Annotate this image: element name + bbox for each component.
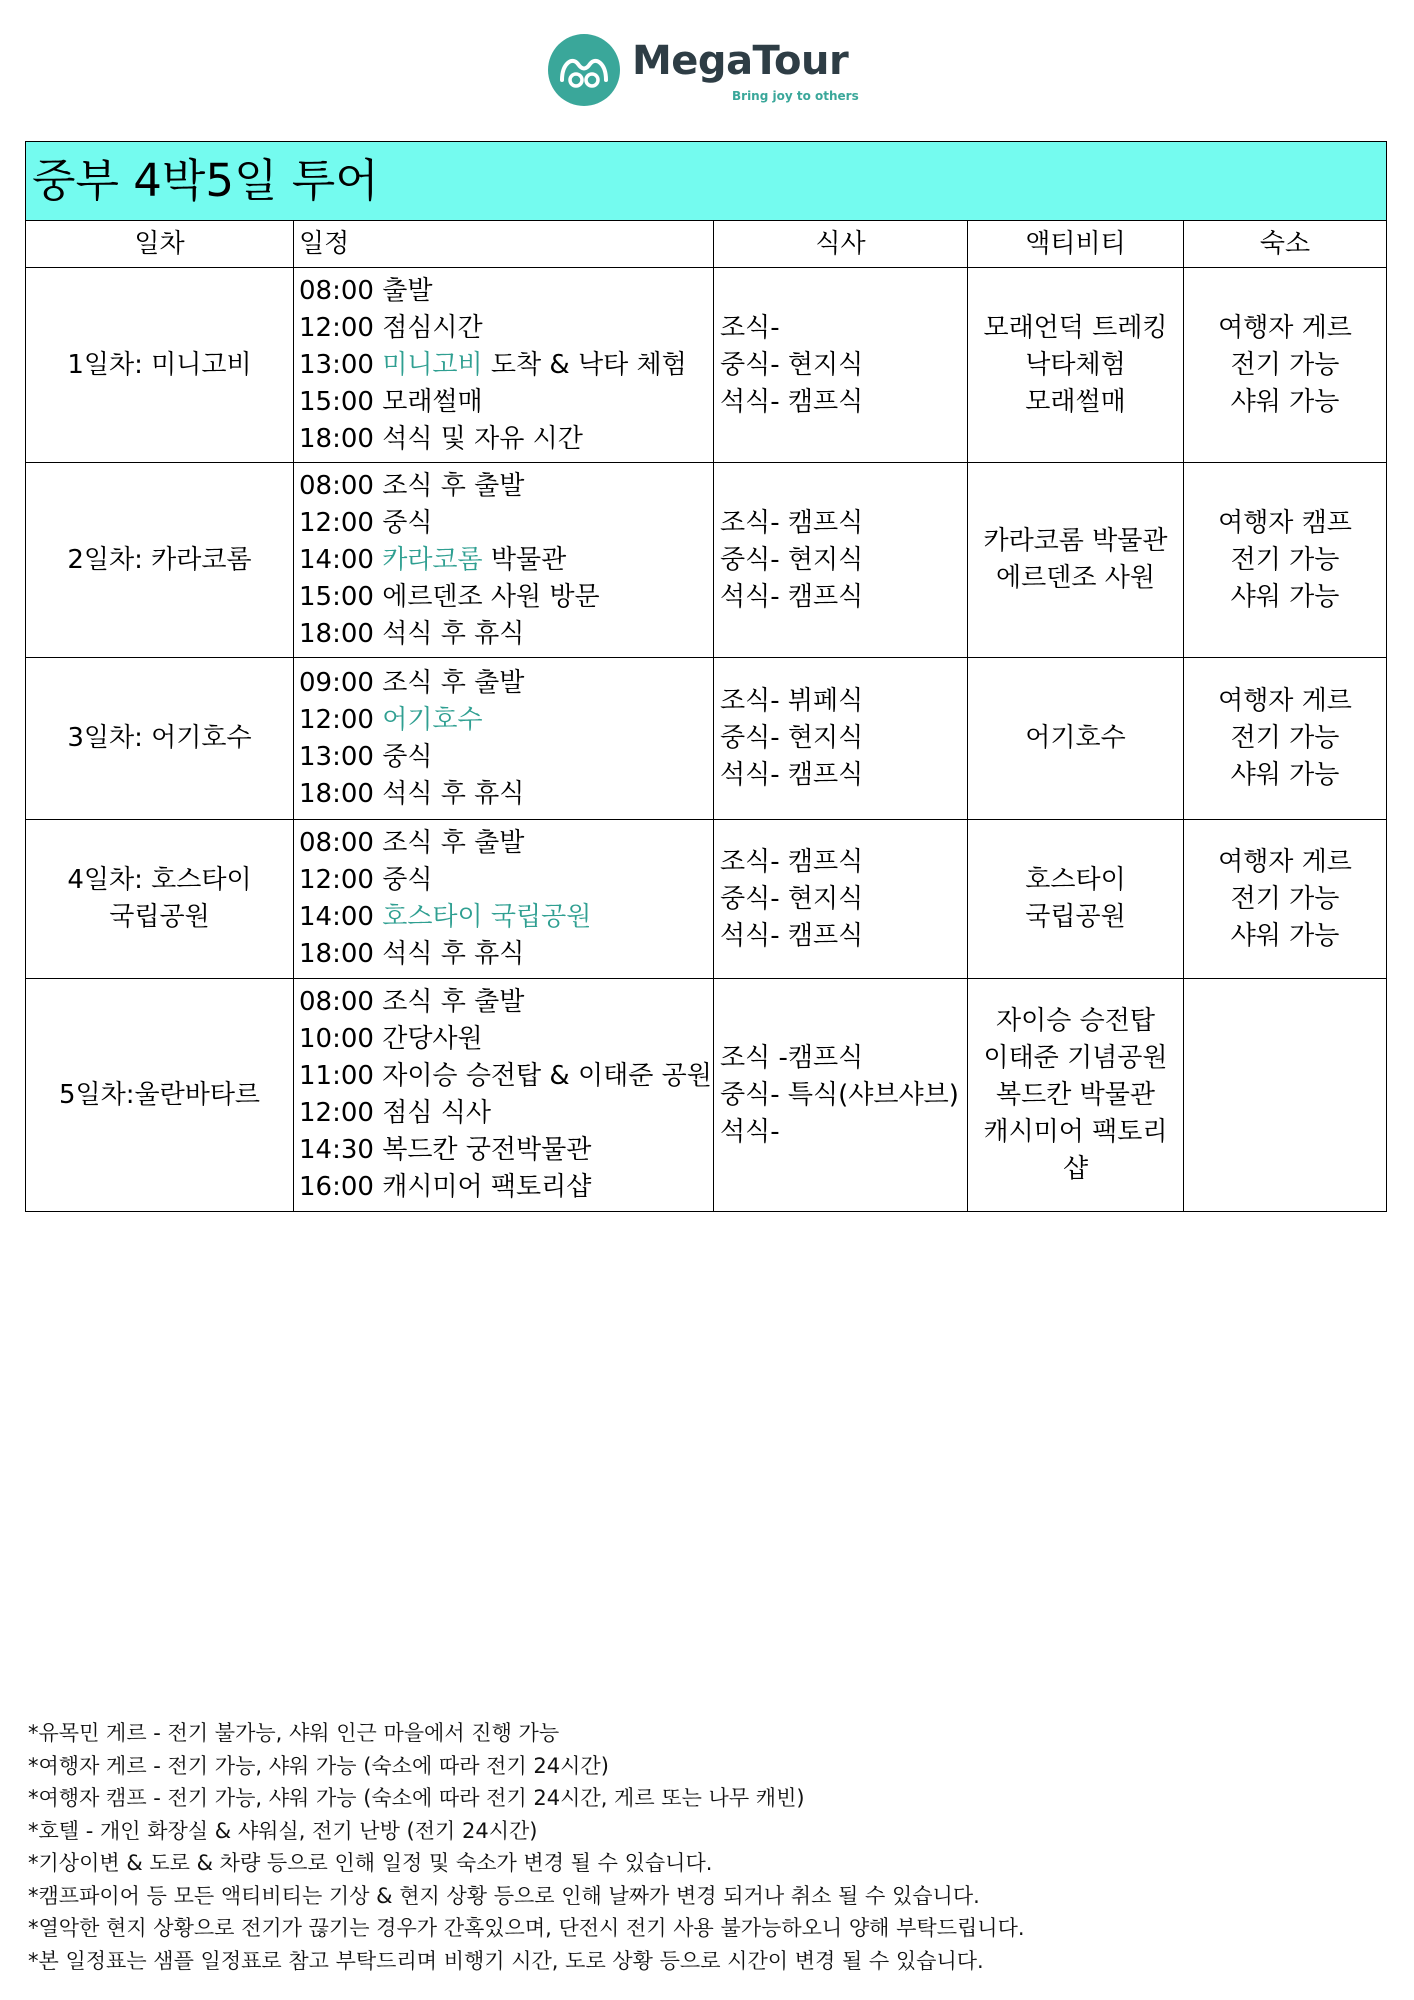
schedule-text: 중식	[382, 507, 433, 538]
schedule-time: 12:00	[299, 865, 383, 895]
schedule-cell	[294, 658, 714, 820]
schedule-item	[299, 384, 713, 421]
lodging-cell	[1184, 268, 1387, 463]
schedule-text: 도착 & 낙타 체험	[482, 349, 687, 380]
schedule-time: 18:00	[299, 423, 383, 454]
schedule-text: 석식 후 휴식	[382, 618, 525, 649]
activity-item: 캐시미어 팩토리	[983, 1116, 1168, 1147]
schedule-text: 중식	[382, 865, 433, 895]
schedule-item	[299, 421, 713, 458]
day-cell	[26, 979, 294, 1212]
schedule-time: 18:00	[299, 778, 383, 809]
lodging-item: 여행자 게르	[1218, 846, 1352, 877]
meal-item: 중식- 특식(샤브샤브)	[720, 1079, 959, 1110]
meal-item: 중식- 현지식	[720, 349, 864, 380]
lodging-item: 전기 가능	[1230, 723, 1340, 753]
lodging-cell	[1184, 463, 1387, 658]
schedule-text: 조식 후 출발	[382, 667, 525, 698]
schedule-text: 조식 후 출발	[382, 470, 525, 501]
note-item: *본 일정표는 샘플 일정표로 참고 부탁드리며 비행기 시간, 도로 상황 등으로 시간이 변경 될 수 있습니다.	[28, 1948, 984, 1973]
schedule-item	[299, 579, 713, 616]
meals-cell	[714, 658, 968, 820]
lodging-item: 여행자 게르	[1218, 312, 1352, 343]
schedule-place-highlight: 카라코롬	[382, 544, 483, 575]
lodging-item: 여행자 게르	[1218, 686, 1352, 716]
schedule-cell	[294, 268, 714, 463]
schedule-item	[299, 665, 713, 702]
schedule-cell	[294, 463, 714, 658]
schedule-time: 18:00	[299, 939, 383, 969]
note-item: *호텔 - 개인 화장실 & 샤워실, 전기 난방 (전기 24시간)	[28, 1818, 538, 1843]
schedule-time: 14:00	[299, 902, 383, 932]
lodging-item: 샤워 가능	[1230, 920, 1340, 951]
meals-cell	[714, 820, 968, 979]
notes-section	[28, 1717, 1388, 1977]
schedule-text: 조식 후 출발	[382, 828, 525, 858]
schedule-text: 점심시간	[382, 312, 483, 343]
day-label: 국립공원	[109, 902, 210, 932]
schedule-item	[299, 936, 713, 973]
schedule-place-highlight: 어기호수	[382, 704, 483, 735]
day-label: 2일차: 카라코롬	[67, 544, 252, 575]
meals-cell	[714, 268, 968, 463]
day-label: 3일차: 어기호수	[67, 723, 252, 753]
activity-item: 어기호수	[1025, 723, 1126, 753]
header-meals: 식사	[714, 221, 968, 268]
schedule-item	[299, 468, 713, 505]
activity-item: 모래언덕 트레킹	[983, 312, 1168, 343]
table-row	[26, 820, 1387, 979]
schedule-text: 석식 후 휴식	[382, 939, 525, 969]
activity-item: 카라코롬 박물관	[983, 526, 1168, 556]
brand-logo	[548, 34, 868, 110]
schedule-time: 08:00	[299, 828, 383, 858]
schedule-item	[299, 505, 713, 542]
schedule-text: 석식 후 휴식	[382, 778, 525, 809]
schedule-time: 15:00	[299, 581, 383, 612]
note-item: *캠프파이어 등 모든 액티비티는 기상 & 현지 상황 등으로 인해 날짜가 변경 되거나 취소 될 수 있습니다.	[28, 1883, 980, 1908]
lodging-cell	[1184, 658, 1387, 820]
meal-item: 중식- 현지식	[720, 544, 864, 575]
schedule-time: 18:00	[299, 618, 383, 649]
schedule-cell	[294, 979, 714, 1212]
activity-item: 이태준 기념공원	[983, 1042, 1168, 1073]
lodging-item: 전기 가능	[1230, 544, 1340, 575]
schedule-time: 12:00	[299, 704, 383, 735]
meal-item: 석식- 캠프식	[720, 386, 864, 417]
schedule-cell	[294, 820, 714, 979]
lodging-item: 샤워 가능	[1230, 386, 1340, 417]
schedule-text: 점심 식사	[382, 1098, 491, 1128]
itinerary-table	[25, 141, 1387, 1212]
schedule-item	[299, 899, 713, 936]
lodging-item: 샤워 가능	[1230, 760, 1340, 790]
lodging-item: 샤워 가능	[1230, 581, 1340, 612]
activity-item: 에르덴조 사원	[996, 563, 1155, 593]
activity-item: 국립공원	[1025, 902, 1126, 932]
activities-cell	[968, 268, 1184, 463]
activities-cell	[968, 658, 1184, 820]
activity-item: 호스타이	[1025, 865, 1126, 895]
schedule-item	[299, 1058, 713, 1095]
day-label: 4일차: 호스타이	[67, 865, 252, 895]
activity-item: 낙타체험	[1025, 349, 1126, 380]
schedule-time: 12:00	[299, 1098, 383, 1128]
schedule-item	[299, 776, 713, 813]
table-row	[26, 979, 1387, 1212]
note-item: *유목민 게르 - 전기 불가능, 샤워 인근 마을에서 진행 가능	[28, 1721, 560, 1745]
meal-item: 조식 -캠프식	[720, 1042, 864, 1073]
schedule-text: 간당사원	[382, 1024, 483, 1054]
activity-item: 샵	[1062, 1153, 1089, 1184]
schedule-text: 에르덴조 사원 방문	[382, 581, 600, 612]
schedule-text: 출발	[382, 275, 433, 306]
table-row	[26, 658, 1387, 820]
meal-item: 조식- 캠프식	[720, 507, 864, 538]
itinerary-body	[26, 268, 1387, 1212]
schedule-time: 11:00	[299, 1061, 383, 1091]
day-cell	[26, 268, 294, 463]
schedule-time: 12:00	[299, 312, 383, 343]
schedule-time: 10:00	[299, 1024, 383, 1054]
schedule-item	[299, 310, 713, 347]
day-cell	[26, 658, 294, 820]
meals-cell	[714, 463, 968, 658]
schedule-time: 14:00	[299, 544, 383, 575]
schedule-item	[299, 1021, 713, 1058]
note-item: *기상이변 & 도로 & 차량 등으로 인해 일정 및 숙소가 변경 될 수 있습니다.	[28, 1851, 713, 1875]
schedule-item	[299, 347, 713, 384]
table-row	[26, 268, 1387, 463]
schedule-place-highlight: 미니고비	[382, 349, 483, 380]
note-item: *여행자 게르 - 전기 가능, 샤워 가능 (숙소에 따라 전기 24시간)	[28, 1753, 609, 1778]
schedule-item	[299, 862, 713, 899]
schedule-text: 중식	[382, 741, 433, 772]
schedule-text: 캐시미어 팩토리샵	[382, 1172, 592, 1202]
day-label: 1일차: 미니고비	[67, 349, 252, 380]
activities-cell	[968, 979, 1184, 1212]
schedule-time: 13:00	[299, 741, 383, 772]
lodging-cell	[1184, 820, 1387, 979]
meal-item: 조식- 캠프식	[720, 846, 864, 877]
lodging-cell	[1184, 979, 1387, 1212]
brand-tagline: Bring joy to others	[732, 89, 859, 103]
brand-name: MegaTour	[632, 38, 849, 84]
schedule-item	[299, 273, 713, 310]
activity-item: 자이승 승전탑	[996, 1005, 1155, 1036]
lodging-item: 여행자 캠프	[1218, 507, 1352, 538]
table-row	[26, 463, 1387, 658]
meal-item: 석식- 캠프식	[720, 581, 864, 612]
day-cell	[26, 820, 294, 979]
header-activities: 액티비티	[968, 221, 1184, 268]
meal-item: 석식- 캠프식	[720, 920, 864, 951]
schedule-time: 16:00	[299, 1172, 383, 1202]
schedule-item	[299, 702, 713, 739]
lodging-item: 전기 가능	[1230, 883, 1340, 914]
activities-cell	[968, 463, 1184, 658]
meal-item: 중식- 현지식	[720, 883, 864, 914]
header-schedule: 일정	[294, 221, 714, 268]
logo-mark-icon	[548, 34, 620, 106]
schedule-item	[299, 984, 713, 1021]
meal-item: 중식- 현지식	[720, 723, 864, 753]
schedule-item	[299, 616, 713, 653]
schedule-time: 13:00	[299, 349, 383, 380]
meal-item: 조식-	[720, 312, 780, 343]
schedule-item	[299, 1169, 713, 1206]
schedule-item	[299, 825, 713, 862]
schedule-time: 08:00	[299, 275, 383, 306]
meal-item: 석식-	[720, 1116, 780, 1147]
schedule-text: 조식 후 출발	[382, 987, 525, 1017]
activity-item: 복드칸 박물관	[996, 1079, 1155, 1110]
meals-cell	[714, 979, 968, 1212]
activity-item: 모래썰매	[1025, 386, 1126, 417]
schedule-time: 14:30	[299, 1135, 383, 1165]
schedule-text: 모래썰매	[382, 386, 483, 417]
schedule-text: 석식 및 자유 시간	[382, 423, 583, 454]
header-day: 일차	[26, 221, 294, 268]
schedule-time: 15:00	[299, 386, 383, 417]
schedule-time: 08:00	[299, 987, 383, 1017]
schedule-item	[299, 739, 713, 776]
schedule-place-highlight: 호스타이 국립공원	[382, 902, 592, 932]
schedule-item	[299, 1132, 713, 1169]
meal-item: 조식- 뷔페식	[720, 686, 864, 716]
day-cell	[26, 463, 294, 658]
note-item: *열악한 현지 상황으로 전기가 끊기는 경우가 간혹있으며, 단전시 전기 사용 불가능하오니 양해 부탁드립니다.	[28, 1916, 1025, 1940]
schedule-item	[299, 1095, 713, 1132]
note-item: *여행자 캠프 - 전기 가능, 샤워 가능 (숙소에 따라 전기 24시간, 게르 또는 나무 캐빈)	[28, 1786, 805, 1810]
schedule-time: 12:00	[299, 507, 383, 538]
schedule-time: 09:00	[299, 667, 383, 698]
schedule-text: 자이승 승전탑 & 이태준 공원	[382, 1061, 712, 1091]
schedule-item	[299, 542, 713, 579]
schedule-text: 복드칸 궁전박물관	[382, 1135, 592, 1165]
header-lodging: 숙소	[1184, 221, 1387, 268]
meal-item: 석식- 캠프식	[720, 760, 864, 790]
activities-cell	[968, 820, 1184, 979]
table-title: 중부 4박5일 투어	[26, 142, 1387, 221]
schedule-time: 08:00	[299, 470, 383, 501]
schedule-text: 박물관	[482, 544, 567, 575]
day-label: 5일차:울란바타르	[58, 1079, 261, 1110]
lodging-item: 전기 가능	[1230, 349, 1340, 380]
